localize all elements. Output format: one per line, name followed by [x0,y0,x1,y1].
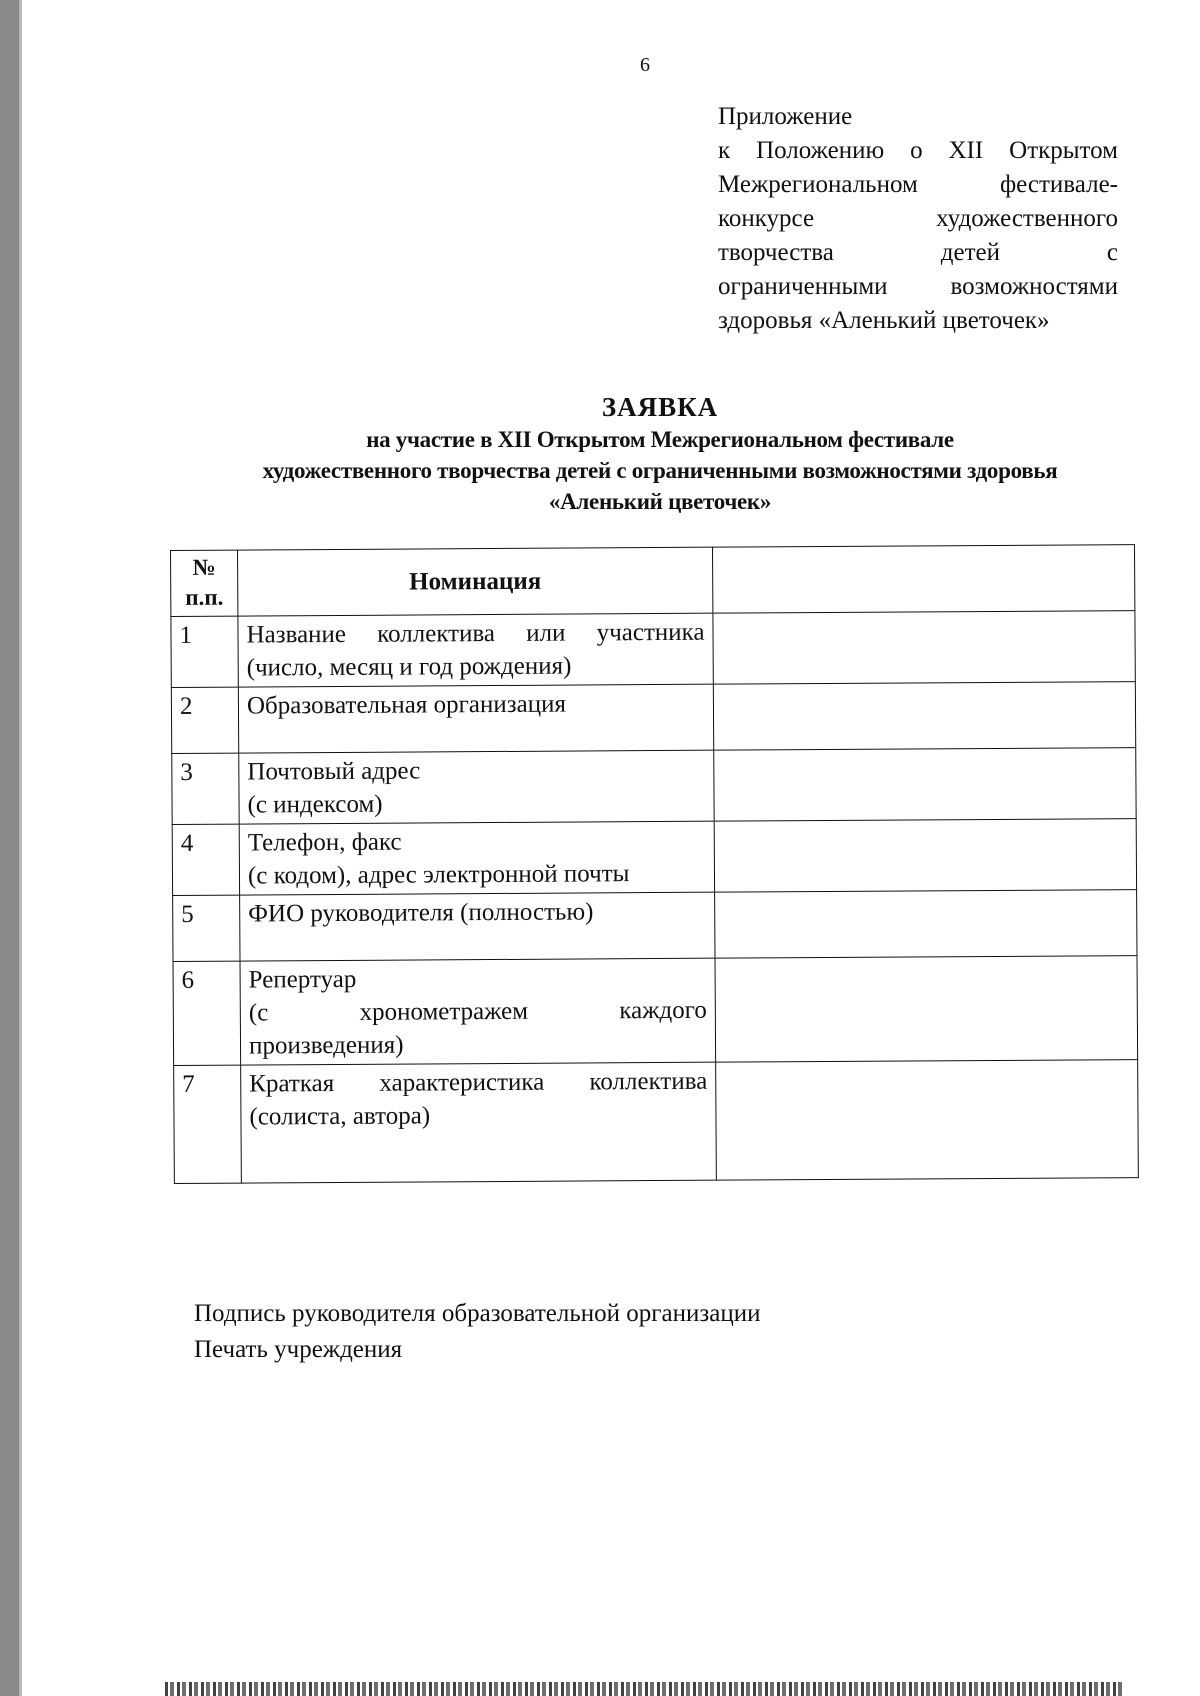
row-number: 4 [172,824,239,895]
row-number: 5 [173,895,240,961]
row-number: 2 [171,687,238,753]
page-number: 6 [640,54,650,76]
signature-block [194,1296,760,1368]
row-label-line: (с индексом) [247,790,383,819]
document-title: ЗАЯВКА [601,392,719,422]
scan-bottom-artifact [165,1682,1125,1696]
row-label-line: (солиста, автора) [249,1102,431,1131]
row-label-line: (с хронометражем каждого [248,996,707,1027]
row-label [239,750,714,824]
row-label [238,684,713,753]
row-label-line: (с кодом), адрес электронной почты [247,860,630,890]
header-number: № п.п. [171,550,238,616]
row-value-field[interactable] [713,611,1135,685]
table-row [174,1060,1139,1184]
appendix-line: Межрегиональном фестивале- [718,171,1118,198]
signature-label: Подпись руководителя образовательной организации [194,1300,761,1327]
row-label-line: Краткая характеристика коллектива [249,1067,708,1098]
row-value-field[interactable] [713,682,1135,751]
row-label [241,1062,717,1183]
table-row [172,748,1136,825]
row-number: 6 [173,961,241,1065]
row-label [240,892,715,961]
header-nomination: Номинация [238,547,713,616]
appendix-line: здоровья «Аленький цветочек» [718,307,1050,334]
table-row [171,682,1135,754]
row-label-line: Образовательная организация [246,690,567,720]
heading-line: на участие в XII Открытом Межрегиональном фестивале [366,427,954,452]
row-label-line: Название коллектива или участника [246,618,705,649]
table-row [173,890,1137,962]
row-value-field[interactable] [715,956,1138,1063]
row-value-field[interactable] [714,748,1136,822]
application-table [170,544,1139,1184]
appendix-line: конкурсе художественного [718,205,1118,232]
heading-line: художественного творчества детей с ограниченными возможностями здоровья [262,458,1058,483]
row-number: 1 [171,616,238,687]
row-label-line: Почтовый адрес [247,757,421,786]
appendix-line: ограниченными возможностями [718,273,1118,300]
row-label-line: Телефон, факс [247,828,402,857]
row-value-field[interactable] [714,819,1136,893]
row-label [240,958,716,1065]
scan-left-edge [0,0,22,1696]
row-value-field[interactable] [715,890,1137,959]
table-row [173,956,1138,1066]
row-label-line: Репертуар [248,965,357,994]
row-number: 7 [174,1065,242,1183]
row-label-line: ФИО руководителя (полностью) [248,898,594,928]
appendix-block [718,100,1118,338]
appendix-line: творчества детей с [718,239,1118,266]
row-label-line: произведения) [248,1031,404,1060]
row-label-line: (число, месяц и год рождения) [246,652,572,682]
appendix-line: Приложение [718,103,853,130]
scan-edge-highlight [19,0,22,1696]
row-value-field[interactable] [716,1060,1139,1181]
application-heading [160,390,1160,517]
table-row [171,611,1135,688]
table-row [172,819,1136,896]
row-label [238,613,713,687]
heading-line: «Аленький цветочек» [548,489,772,514]
table-header-row [171,545,1135,617]
header-value [712,545,1134,614]
appendix-line: к Положению о XII Открытом [718,137,1118,164]
row-number: 3 [172,753,239,824]
seal-label: Печать учреждения [194,1336,403,1363]
row-label [239,821,714,895]
